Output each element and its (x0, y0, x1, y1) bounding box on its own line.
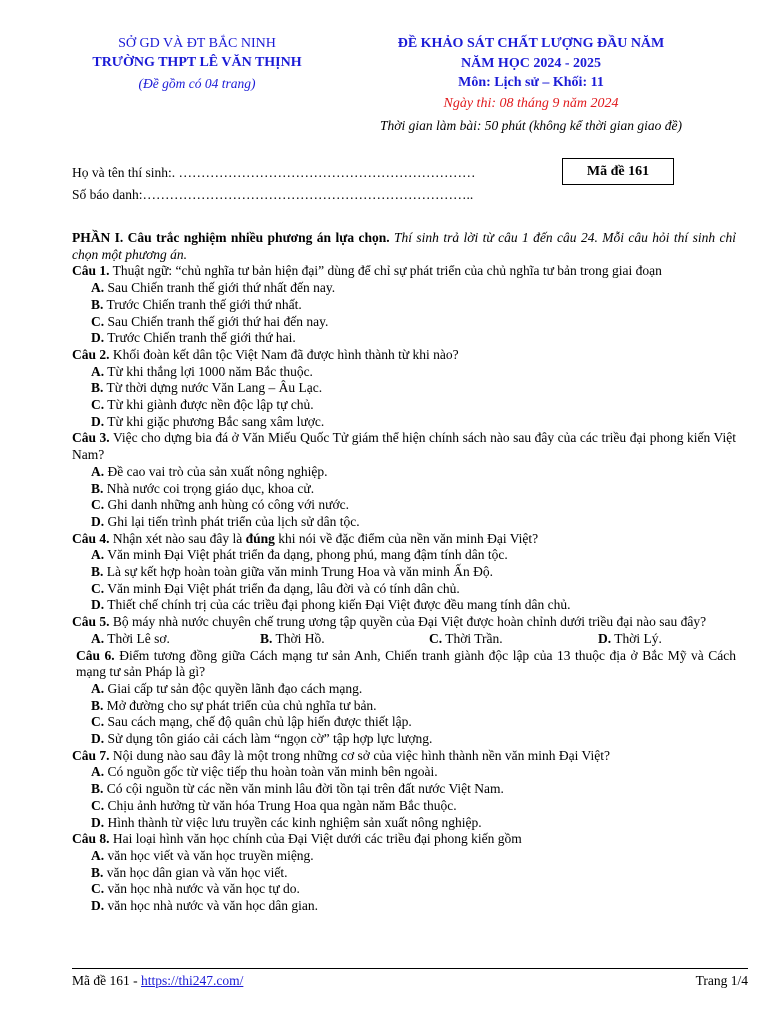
option-3b[interactable]: B. Nhà nước coi trọng giáo dục, khoa cử. (91, 480, 315, 496)
question-number: Câu 4. (72, 530, 110, 546)
option-5d[interactable]: D. Thời Lý. (598, 630, 662, 646)
question-2 (72, 347, 736, 364)
option-5a[interactable]: A. Thời Lê sơ. (91, 630, 170, 646)
option-1c[interactable]: C. Sau Chiến tranh thế giới thứ hai đến nay. (91, 313, 329, 329)
candidate-info (72, 162, 542, 206)
option-4a[interactable]: A. Văn minh Đại Việt phát triển đa dạng, phong phú, mang đậm tính dân tộc. (91, 547, 508, 563)
question-number: Câu 2. (72, 346, 110, 362)
option-7a[interactable]: A. Có nguồn gốc từ việc tiếp thu hoàn toàn văn minh bên ngoài. (91, 764, 438, 780)
part-1-instruction: Thí sinh trả lời từ câu 1 đến câu 24. Mỗi câu hỏi thí sinh chỉ chọn một phương án. (72, 230, 736, 262)
option-5b[interactable]: B. Thời Hồ. (260, 630, 325, 646)
footer-link[interactable]: https://thi247.com/ (140, 973, 244, 988)
exam-code-box: Mã đề 161 (562, 158, 674, 185)
exam-title: ĐỀ KHẢO SÁT CHẤT LƯỢNG ĐẦU NĂM (397, 36, 665, 51)
option-6b[interactable]: B. Mở đường cho sự phát triển của chủ nghĩa tư bản. (91, 697, 377, 713)
question-number: Câu 6. (76, 647, 115, 663)
option-4c[interactable]: C. Văn minh Đại Việt phát triển đa dạng, lâu đời và có tính dân chủ. (91, 580, 460, 596)
question-6 (72, 648, 736, 681)
footer-divider (72, 968, 748, 969)
exam-header (0, 34, 768, 144)
footer-code-prefix: Mã đề 161 - (72, 973, 141, 988)
question-number: Câu 1. (72, 263, 110, 279)
option-7c[interactable]: C. Chịu ảnh hưởng từ văn hóa Trung Hoa qua ngàn năm Bắc thuộc. (91, 797, 457, 813)
question-number: Câu 8. (72, 831, 110, 847)
option-6d[interactable]: D. Sử dụng tôn giáo cải cách làm “ngọn cờ” tập hợp lực lượng. (91, 731, 433, 747)
option-7b[interactable]: B. Có cội nguồn từ các nền văn minh lâu đời tồn tại trên đất nước Việt Nam. (91, 781, 504, 797)
option-3c[interactable]: C. Ghi danh những anh hùng có công với nước. (91, 497, 349, 513)
option-8d[interactable]: D. văn học nhà nước và văn học dân gian. (91, 898, 319, 914)
option-4b[interactable]: B. Là sự kết hợp hoàn toàn giữa văn minh Trung Hoa và văn minh Ấn Độ. (91, 564, 493, 580)
question-text: Thuật ngữ: “chủ nghĩa tư bản hiện đại” dùng để chỉ sự phát triển của chủ nghĩa tư bản trong giai đoạn (112, 263, 662, 279)
school-year: NĂM HỌC 2024 - 2025 (461, 55, 601, 71)
option-2a[interactable]: A. Từ khi thắng lợi 1000 năm Bắc thuộc. (91, 363, 313, 379)
question-number: Câu 5. (72, 614, 110, 630)
question-text: Khối đoàn kết dân tộc Việt Nam đã được hình thành từ khi nào? (112, 346, 459, 362)
school-name: TRƯỜNG THPT LÊ VĂN THỊNH (92, 55, 302, 70)
option-1d[interactable]: D. Trước Chiến tranh thế giới thứ hai. (91, 330, 296, 346)
exam-info (345, 34, 717, 137)
page-number: Trang 1/4 (695, 973, 748, 988)
question-number: Câu 7. (72, 747, 110, 763)
question-text: Điểm tương đồng giữa Cách mạng tư sản Anh, Chiến tranh giành độc lập của 13 thuộc địa ở Bắc Mỹ và Cách mạng tư sản Pháp là gì? (76, 647, 737, 680)
question-1 (72, 263, 736, 280)
exam-duration: Thời gian làm bài: 50 phút (không kể thời gian giao đề) (379, 117, 682, 133)
option-2c[interactable]: C. Từ khi giành được nền độc lập tự chủ. (91, 397, 314, 413)
candidate-name-line: Họ và tên thí sinh:. ………………………………………………………… (72, 165, 476, 180)
option-2b[interactable]: B. Từ thời dựng nước Văn Lang – Âu Lạc. (91, 380, 323, 396)
option-2d[interactable]: D. Từ khi giặc phương Bắc sang xâm lược. (91, 413, 325, 429)
exam-date: Ngày thi: 08 tháng 9 năm 2024 (443, 95, 619, 111)
option-8b[interactable]: B. văn học dân gian và văn học viết. (91, 864, 288, 880)
candidate-id-line: Số báo danh:……………………………………………………………….. (72, 187, 474, 202)
question-text: Nội dung nào sau đây là một trong những cơ sở của việc hình thành nền văn minh Đại Việt? (112, 747, 610, 763)
subject: Môn: Lịch sử – Khối: 11 (458, 75, 604, 90)
option-1b[interactable]: B. Trước Chiến tranh thế giới thứ nhất. (91, 296, 302, 312)
option-1a[interactable]: A. Sau Chiến tranh thế giới thứ nhất đến nay. (91, 280, 336, 296)
school-info (72, 34, 322, 94)
option-6c[interactable]: C. Sau cách mạng, chế độ quân chủ lập hiến được thiết lập. (91, 714, 412, 730)
question-4: Câu 4. Nhận xét nào sau đây là đúng khi nói về đặc điểm của nền văn minh Đại Việt? (72, 530, 539, 546)
options-row-5 (72, 631, 736, 648)
option-6a[interactable]: A. Giai cấp tư sản độc quyền lãnh đạo cách mạng. (91, 680, 363, 696)
option-3d[interactable]: D. Ghi lại tiến trình phát triển của lịch sử dân tộc. (91, 513, 360, 529)
emphasis-word: đúng (245, 530, 275, 546)
exam-content (72, 230, 736, 915)
part-1-heading (72, 230, 736, 263)
question-number: Câu 3. (72, 430, 110, 446)
question-8 (72, 831, 736, 848)
option-8a[interactable]: A. văn học viết và văn học truyền miệng. (91, 848, 314, 863)
question-7 (72, 748, 736, 765)
option-4d[interactable]: D. Thiết chế chính trị của các triều đại phong kiến Đại Việt được đều mang tính dân chủ. (91, 597, 571, 613)
option-7d[interactable]: D. Hình thành từ việc lưu truyền các kinh nghiệm sản xuất nông nghiệp. (91, 814, 482, 830)
option-3a[interactable]: A. Đề cao vai trò của sản xuất nông nghiệp. (91, 463, 328, 479)
question-text: Hai loại hình văn học chính của Đại Việt dưới các triều đại phong kiến gồm (112, 831, 522, 847)
footer-code (72, 972, 243, 990)
question-text: Việc cho dựng bia đá ở Văn Miếu Quốc Tử giám thể hiện chính sách nào sau đây của các triều đại phong kiến Việt Nam? (72, 430, 736, 463)
option-8c[interactable]: C. văn học nhà nước và văn học tự do. (91, 881, 300, 897)
pages-note: (Đề gồm có 04 trang) (138, 76, 256, 91)
part-1-title: PHẦN I. Câu trắc nghiệm nhiều phương án lựa chọn. (72, 230, 390, 245)
option-5c[interactable]: C. Thời Trần. (429, 630, 503, 646)
question-3 (72, 430, 736, 463)
question-text: Bộ máy nhà nước chuyên chế trung ương tập quyền của Đại Việt được hoàn chỉnh dưới triều đại nào sau đây? (112, 614, 707, 630)
question-5 (72, 614, 736, 631)
department-name: SỞ GD VÀ ĐT BẮC NINH (118, 36, 276, 51)
